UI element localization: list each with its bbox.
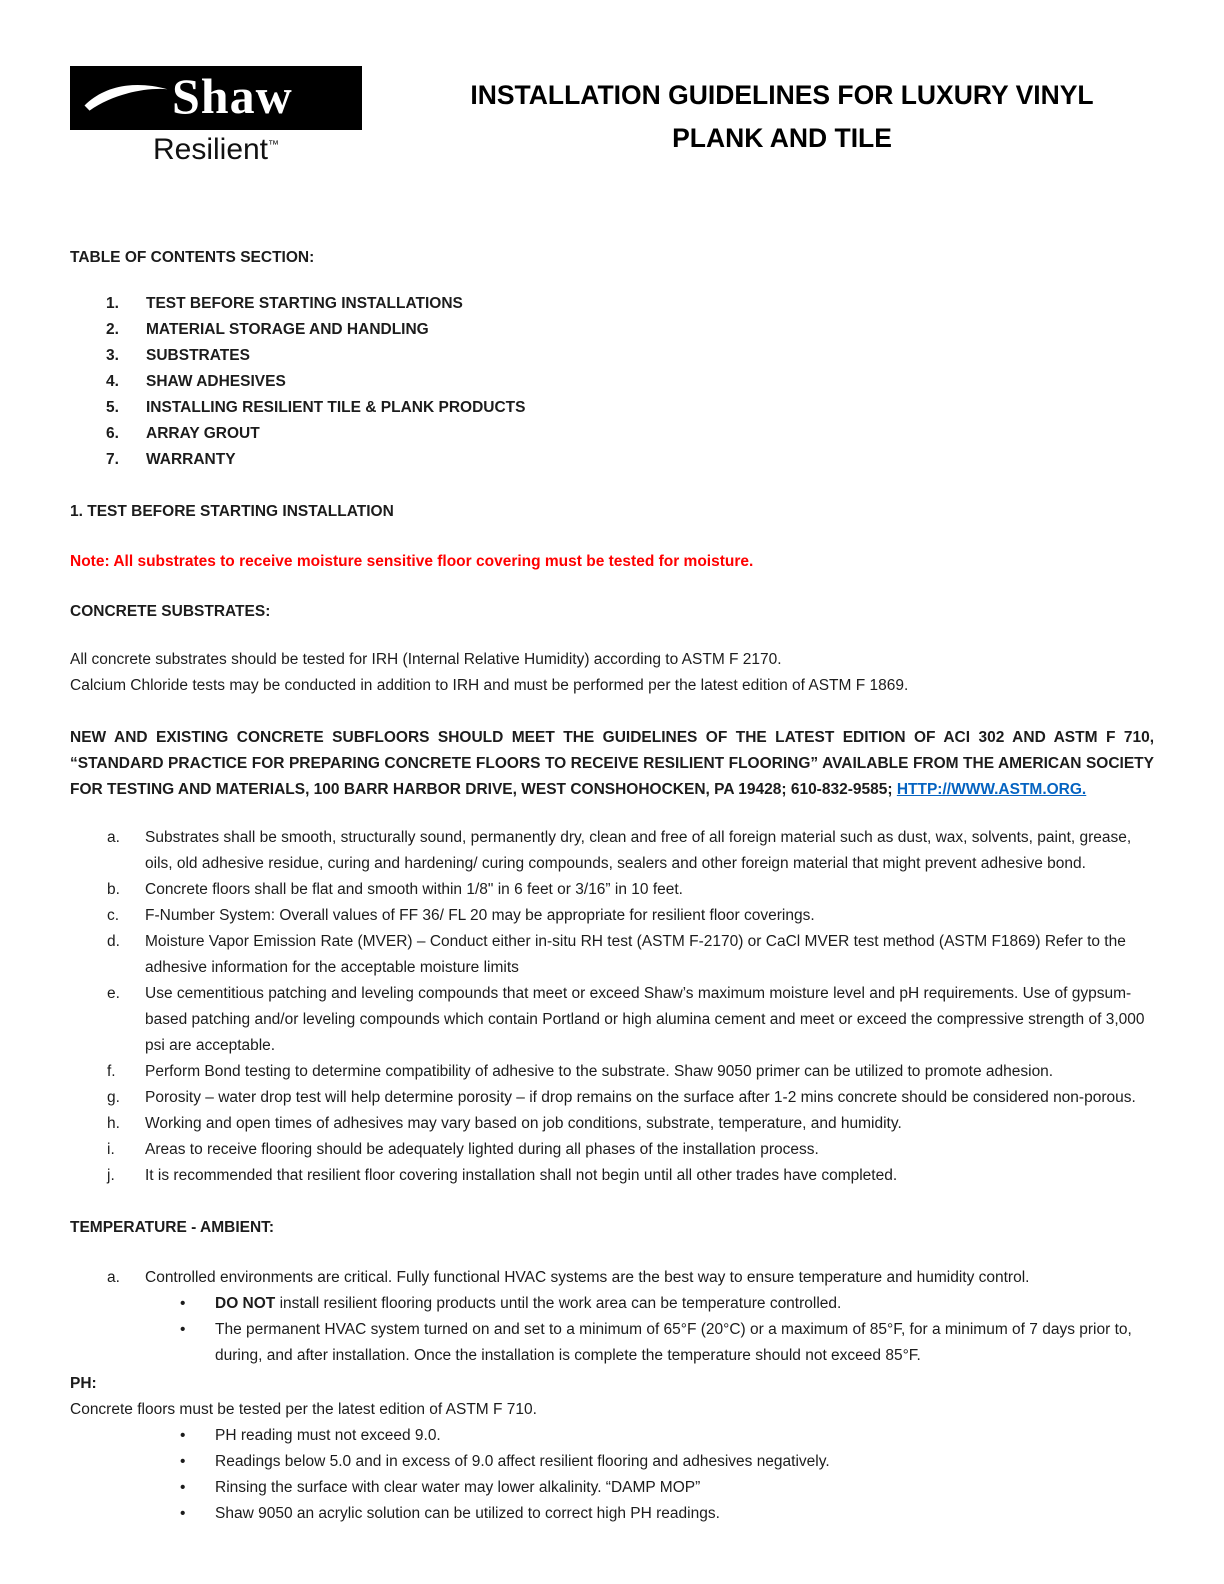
- bullet-text: Shaw 9050 an acrylic solution can be utilized to correct high PH readings.: [215, 1505, 720, 1522]
- document-header: [70, 66, 1154, 167]
- bullet-text: Rinsing the surface with clear water may lower alkalinity. “DAMP MOP”: [215, 1479, 701, 1496]
- title-line-2: PLANK AND TILE: [672, 123, 892, 153]
- toc-heading: TABLE OF CONTENTS SECTION:: [70, 249, 315, 266]
- ph-bullet: [70, 1475, 1154, 1501]
- toc-item: [70, 343, 1154, 369]
- toc-item-number: 2.: [106, 321, 119, 338]
- concrete-paragraph-line-2: Calcium Chloride tests may be conducted in addition to IRH and must be performed per the latest edition of ASTM F 1869.: [70, 677, 909, 694]
- bullet-text: Readings below 5.0 and in excess of 9.0 affect resilient flooring and adhesives negatively.: [215, 1453, 830, 1470]
- bullet-icon: •: [180, 1479, 186, 1496]
- list-item-letter: d.: [107, 933, 120, 950]
- toc-item-label: WARRANTY: [146, 451, 236, 468]
- list-item: [70, 1085, 1154, 1111]
- bullet-text: [215, 1291, 1154, 1317]
- list-item-letter: e.: [107, 985, 120, 1002]
- toc-item-number: 7.: [106, 451, 119, 468]
- toc-item-number: 6.: [106, 425, 119, 442]
- toc-item-number: 1.: [106, 295, 119, 312]
- concrete-paragraph: [70, 647, 1154, 699]
- astm-guidelines-paragraph: [70, 725, 1154, 803]
- title-line-1: INSTALLATION GUIDELINES FOR LUXURY VINYL: [470, 80, 1094, 110]
- list-item: [70, 825, 1154, 877]
- substrate-requirements-list: [70, 825, 1154, 1189]
- toc-item: [70, 317, 1154, 343]
- list-item-letter: j.: [107, 1167, 115, 1184]
- bullet-icon: •: [180, 1427, 186, 1444]
- toc-list: [70, 291, 1154, 473]
- bullet-icon: •: [180, 1295, 186, 1312]
- list-item-text: F-Number System: Overall values of FF 36/ FL 20 may be appropriate for resilient floor coverings.: [145, 907, 815, 924]
- ph-intro: Concrete floors must be tested per the latest edition of ASTM F 710.: [70, 1401, 537, 1418]
- page-title: [370, 66, 1154, 160]
- list-item-text: Controlled environments are critical. Fully functional HVAC systems are the best way to ensure temperature and humidity control.: [145, 1269, 1030, 1286]
- list-item-text: Working and open times of adhesives may vary based on job conditions, substrate, temperature, and humidity.: [145, 1115, 902, 1132]
- list-item-letter: g.: [107, 1089, 120, 1106]
- shaw-logo-box: [70, 66, 362, 130]
- shaw-logo: [70, 66, 370, 167]
- toc-item: [70, 291, 1154, 317]
- bullet-bold-text: DO NOT: [215, 1295, 276, 1312]
- list-item-text: It is recommended that resilient floor covering installation shall not begin until all other trades have completed.: [145, 1167, 898, 1184]
- ph-heading: PH:: [70, 1375, 97, 1392]
- list-item-letter: f.: [107, 1063, 116, 1080]
- bullet-regular-text: install resilient flooring products until the work area can be temperature controlled.: [275, 1295, 842, 1312]
- toc-item-number: 4.: [106, 373, 119, 390]
- list-item: [70, 1059, 1154, 1085]
- toc-item: [70, 421, 1154, 447]
- toc-item: [70, 369, 1154, 395]
- list-item-letter: a.: [107, 829, 120, 846]
- list-item: [70, 903, 1154, 929]
- trademark-symbol: ™: [268, 139, 280, 151]
- logo-brand-text: Shaw: [172, 68, 293, 124]
- list-item: [70, 1163, 1154, 1189]
- resilient-label: Resilient: [152, 133, 269, 166]
- list-item: [70, 981, 1154, 1059]
- logo-resilient-text: [70, 133, 362, 167]
- ph-bullet: [70, 1501, 1154, 1527]
- logo-swoosh-icon: [82, 77, 170, 119]
- temperature-item-a: [70, 1265, 1154, 1291]
- section-1-heading: 1. TEST BEFORE STARTING INSTALLATION: [70, 503, 394, 520]
- list-item-letter: c.: [107, 907, 120, 924]
- ph-bullet: [70, 1449, 1154, 1475]
- list-item-text: Moisture Vapor Emission Rate (MVER) – Conduct either in-situ RH test (ASTM F-2170) or CaCl MVER test method (ASTM F1869) Refer to the adhesive information for the acceptable moisture limits: [145, 933, 1126, 976]
- bullet-text: PH reading must not exceed 9.0.: [215, 1427, 441, 1444]
- astm-link[interactable]: HTTP://WWW.ASTM.ORG.: [896, 781, 1087, 798]
- list-item-text: Porosity – water drop test will help determine porosity – if drop remains on the surface after 1-2 mins concrete should be considered non-porous.: [145, 1089, 1136, 1106]
- list-item-letter: h.: [107, 1115, 120, 1132]
- list-item-letter: b.: [107, 881, 120, 898]
- list-item-text: Concrete floors shall be flat and smooth within 1/8" in 6 feet or 3/16” in 10 feet.: [145, 881, 683, 898]
- bullet-text: [215, 1317, 1154, 1369]
- temperature-heading: TEMPERATURE - AMBIENT:: [70, 1219, 275, 1236]
- astm-guidelines-text: NEW AND EXISTING CONCRETE SUBFLOORS SHOULD MEET THE GUIDELINES OF THE LATEST EDITION OF ACI 302 AND ASTM F 710, “STANDARD PRACTICE FOR PREPARING CONCRETE FLOORS TO RECEIVE RESILIENT FLOORING” AVAILABLE FROM THE AMERICAN SOCIETY FOR TESTING AND MATERIALS, 100 BARR HARBOR DRIVE, WEST CONSHOHOCKEN, PA 19428; 610-832-9585;: [70, 729, 1154, 798]
- bullet-icon: •: [180, 1453, 186, 1470]
- bullet-icon: •: [180, 1321, 186, 1338]
- toc-item-label: MATERIAL STORAGE AND HANDLING: [146, 321, 429, 338]
- ph-bullet: [70, 1423, 1154, 1449]
- toc-item: [70, 447, 1154, 473]
- temperature-bullet: [70, 1317, 1154, 1369]
- toc-item: [70, 395, 1154, 421]
- bullet-regular-text: The permanent HVAC system turned on and set to a minimum of 65°F (20°C) or a maximum of 85°F, for a minimum of 7 days prior to, during, and after installation. Once the installation is complete the temperature should not exceed 85°F.: [215, 1321, 1132, 1364]
- list-item-text: Areas to receive flooring should be adequately lighted during all phases of the installation process.: [145, 1141, 819, 1158]
- concrete-paragraph-line-1: All concrete substrates should be tested for IRH (Internal Relative Humidity) according to ASTM F 2170.: [70, 651, 782, 668]
- toc-item-label: INSTALLING RESILIENT TILE & PLANK PRODUCTS: [146, 399, 526, 416]
- list-item: [70, 1137, 1154, 1163]
- toc-item-number: 3.: [106, 347, 119, 364]
- list-item-text: Use cementitious patching and leveling compounds that meet or exceed Shaw’s maximum moisture level and pH requirements. Use of gypsum-based patching and/or leveling compounds which contain Portland or high alumina cement and meet or exceed the compressive strength of 3,000 psi are acceptable.: [145, 985, 1145, 1054]
- toc-item-label: ARRAY GROUT: [146, 425, 260, 442]
- list-item: [70, 877, 1154, 903]
- toc-item-label: SHAW ADHESIVES: [146, 373, 286, 390]
- toc-item-number: 5.: [106, 399, 119, 416]
- list-item-letter: a.: [107, 1269, 120, 1286]
- list-item: [70, 929, 1154, 981]
- bullet-icon: •: [180, 1505, 186, 1522]
- moisture-note: Note: All substrates to receive moisture sensitive floor covering must be tested for moisture.: [70, 553, 754, 570]
- list-item-text: Perform Bond testing to determine compatibility of adhesive to the substrate. Shaw 9050 primer can be utilized to promote adhesion.: [145, 1063, 1054, 1080]
- concrete-substrates-heading: CONCRETE SUBSTRATES:: [70, 603, 271, 620]
- list-item-text: Substrates shall be smooth, structurally sound, permanently dry, clean and free of all foreign material such as dust, wax, solvents, paint, grease, oils, old adhesive residue, curing and hardening/ curing compounds, sealers and other foreign material that might prevent adhesive bond.: [145, 829, 1132, 872]
- temperature-bullet: [70, 1291, 1154, 1317]
- toc-item-label: SUBSTRATES: [146, 347, 250, 364]
- list-item: [70, 1111, 1154, 1137]
- toc-item-label: TEST BEFORE STARTING INSTALLATIONS: [146, 295, 463, 312]
- list-item-letter: i.: [107, 1141, 115, 1158]
